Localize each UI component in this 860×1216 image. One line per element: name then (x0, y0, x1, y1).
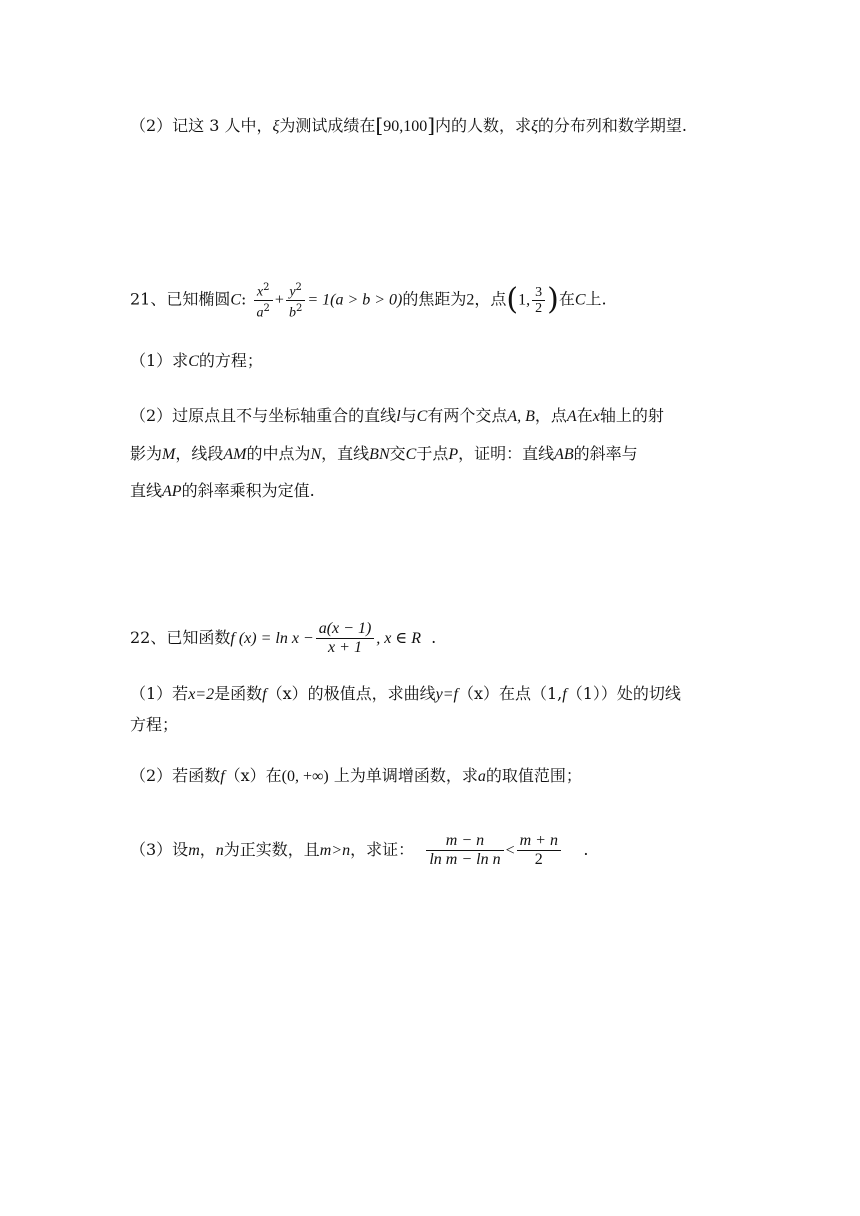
var-M: M (162, 446, 176, 463)
dot: . (583, 840, 589, 859)
text: 上. (585, 289, 607, 309)
var-y: y=f (435, 686, 458, 703)
text: 在 (576, 406, 593, 425)
var-C: C (574, 291, 586, 309)
text: （2）记这 3 人中， (130, 116, 273, 135)
text: 与 (400, 406, 417, 425)
var-f: f (220, 768, 225, 785)
text: 的斜率乘积为定值. (181, 481, 315, 500)
text: （x）在 (224, 766, 282, 785)
text: 直线 (130, 481, 163, 500)
text: ，点 (474, 289, 507, 309)
q22-intro (130, 620, 436, 657)
var-C: C (416, 408, 428, 425)
frac-y2-b2: $\frac{y^2}{b^2}$ (286, 280, 305, 320)
xi-symbol: ξ (531, 118, 538, 135)
var-AB: A, B (507, 408, 535, 425)
text: 在 (558, 289, 575, 309)
text: ， (199, 840, 216, 859)
q21-part2-line1 (130, 405, 664, 428)
text: （2）若函数 (130, 766, 221, 785)
frac-arith-mean: $\frac{m + n}{2}$ (517, 832, 561, 869)
bracket-close: ] (427, 113, 436, 137)
q21-part1 (130, 350, 263, 373)
var-C: C (405, 446, 417, 463)
q22-part1-line1 (130, 683, 681, 706)
var-f: f (262, 686, 267, 703)
q22-part1-line2 (130, 714, 178, 736)
q22-part3 (130, 832, 588, 869)
text: 的焦距为 (402, 289, 467, 309)
var-m: m (188, 842, 200, 859)
text: （2）过原点且不与坐标轴重合的直线 (130, 406, 397, 425)
text: （x）在点（1, (457, 684, 563, 703)
text: 的取值范围； (485, 766, 582, 785)
text: 21、已知椭圆 (130, 289, 231, 309)
text: 轴上的射 (599, 406, 664, 425)
var-AP: AP (162, 483, 182, 500)
var-n: n (215, 842, 224, 859)
text: ，线段 (175, 444, 224, 463)
q22-part2 (130, 765, 582, 788)
text: 方程； (130, 715, 179, 734)
var-f: f (562, 686, 567, 703)
var-AM: AM (223, 446, 247, 463)
num-2: 2 (466, 291, 475, 309)
q21-part2-line2 (130, 443, 638, 466)
dot: . (431, 628, 437, 647)
var-mn: m>n (319, 842, 351, 859)
frac-3-2: $\frac{3}{2}$ (532, 285, 545, 316)
text: 是函数 (214, 684, 263, 703)
q21-part2-line3 (130, 480, 315, 503)
frac-log-mean: $\frac{m - n}{\text{ln m − ln n}}$ (426, 832, 503, 869)
var-N: N (310, 446, 322, 463)
q21-intro: 21、已知椭圆C: $\frac{x^2}{a^2}$ + $\frac{y^2}{b^2}$ = 1(a > b > 0)的焦距为2，点(1, $\frac{3}{2}$ )在C上. (130, 282, 607, 321)
frac-a-x: $\frac{a(x - 1)}{x + 1}$ (316, 620, 375, 657)
frac-x2-a2: $\frac{x^2}{a^2}$ (254, 280, 273, 320)
interval: 90,100 (383, 118, 428, 135)
var-A: A (566, 408, 577, 425)
function-def: f (x) = ln x − (230, 630, 314, 647)
text: 影为 (130, 444, 163, 463)
text: 为正实数，且 (223, 840, 320, 859)
paren-open: ( (506, 282, 519, 318)
text: 的分布列和数学期望. (537, 116, 688, 135)
text: ，证明：直线 (458, 444, 555, 463)
colon: : (241, 289, 247, 309)
text: 交 (389, 444, 406, 463)
xi-symbol: ξ (272, 118, 280, 135)
domain: , x ∈ R (376, 630, 421, 647)
var-x2: x=2 (188, 686, 215, 703)
text: 22、已知函数 (130, 628, 231, 647)
var-P: P (448, 446, 459, 463)
text: （x）的极值点，求曲线 (266, 684, 436, 703)
text: （1）求 (130, 351, 189, 370)
q20-part2 (130, 114, 687, 138)
text: 的中点为 (246, 444, 311, 463)
text: ，直线 (321, 444, 370, 463)
var-a: a (477, 768, 486, 785)
condition: = 1(a > b > 0) (307, 291, 403, 309)
interval: (0, +∞) (281, 768, 329, 785)
var-l: l (396, 408, 401, 425)
text: （3）设 (130, 840, 189, 859)
bracket-open: [ (375, 113, 384, 137)
paren-close: ) (547, 282, 559, 318)
var-C: C (188, 353, 199, 370)
text: （1）若 (130, 684, 189, 703)
text: 的方程； (198, 351, 263, 370)
text: 于点 (416, 444, 449, 463)
text: ，点 (534, 406, 567, 425)
text: 上为单调增函数，求 (333, 766, 478, 785)
text: 有两个交点 (427, 406, 508, 425)
text: 内的人数，求 (435, 116, 532, 135)
var-BN: BN (369, 446, 390, 463)
text: ，求证： (350, 840, 415, 859)
var-x: x (592, 408, 600, 425)
var-AB: AB (554, 446, 574, 463)
point-x: 1, (518, 291, 531, 309)
less-than: < (505, 842, 515, 859)
var-C: C (230, 291, 242, 309)
text: （1））处的切线 (566, 684, 681, 703)
text: 为测试成绩在 (279, 116, 376, 135)
text: 的斜率与 (573, 444, 638, 463)
